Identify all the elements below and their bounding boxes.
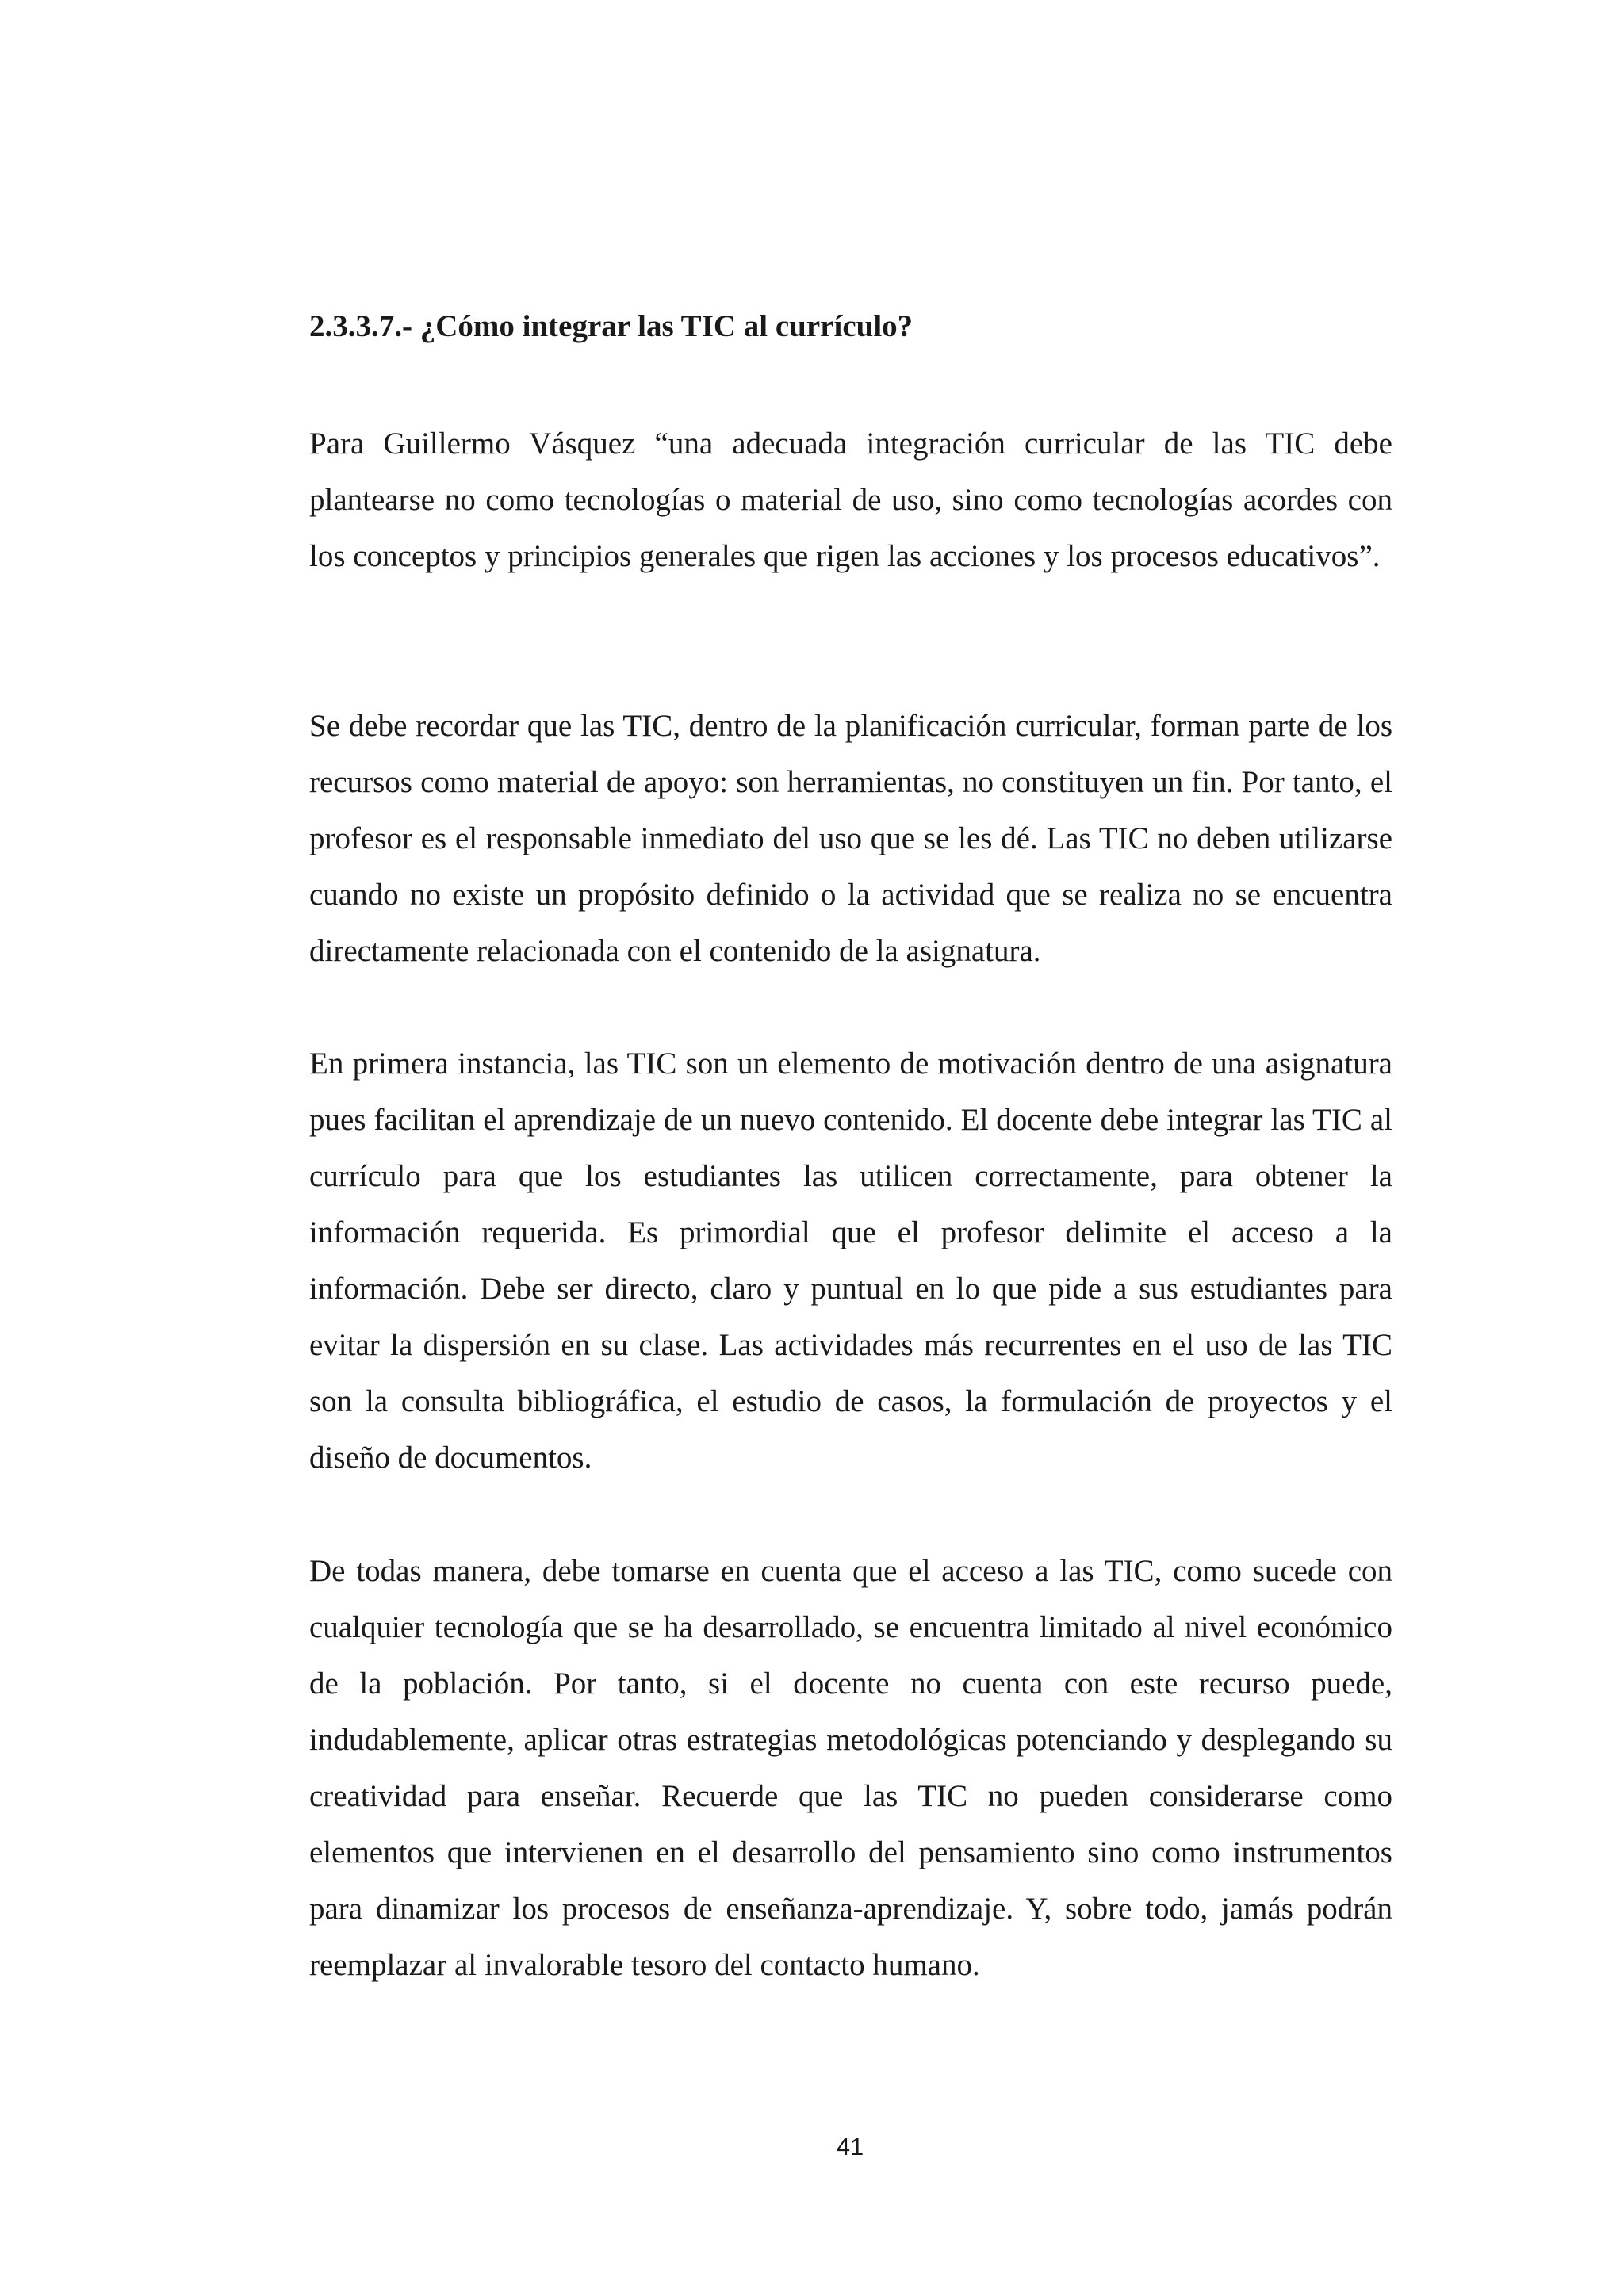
paragraph-tic-resources: Se debe recordar que las TIC, dentro de la planificación curricular, forman parte de los recursos como material de apoyo: son herramientas, no constituyen un fin. Por tanto, el profesor es el responsable inmediato del uso que se les dé. Las TIC no deben utilizarse cuando no existe un propósito definido o la actividad que se realiza no se encuentra directamente relacionada con el contenido de la asignatura. [309, 709, 1392, 968]
section-heading: 2.3.3.7.- ¿Cómo integrar las TIC al currículo? [309, 309, 914, 343]
paragraph-tic-access: De todas manera, debe tomarse en cuenta que el acceso a las TIC, como sucede con cualquier tecnología que se ha desarrollado, se encuentra limitado al nivel económico de la población. Por tanto, si el docente no cuenta con este recurso puede, indudablemente, aplicar otras estrategias metodológicas potenciando y desplegando su creatividad para enseñar. Recuerde que las TIC no pueden considerarse como elementos que intervienen en el desarrollo del pensamiento sino como instrumentos para dinamizar los procesos de enseñanza-aprendizaje. Y, sobre todo, jamás podrán reemplazar al invalorable tesoro del contacto humano. [309, 1554, 1392, 1982]
paragraph-tic-motivation: En primera instancia, las TIC son un elemento de motivación dentro de una asignatura pues facilitan el aprendizaje de un nuevo contenido. El docente debe integrar las TIC al currículo para que los estudiantes las utilicen correctamente, para obtener la información requerida. Es primordial que el profesor delimite el acceso a la información. Debe ser directo, claro y puntual en lo que pide a sus estudiantes para evitar la dispersión en su clase. Las actividades más recurrentes en el uso de las TIC son la consulta bibliográfica, el estudio de casos, la formulación de proyectos y el diseño de documentos. [309, 1047, 1392, 1475]
page-number: 41 [836, 2133, 864, 2160]
paragraph-vasquez-quote: Para Guillermo Vásquez “una adecuada integración curricular de las TIC debe plantearse no como tecnologías o material de uso, sino como tecnologías acordes con los conceptos y principios generales que rigen las acciones y los procesos educativos”. [309, 427, 1392, 573]
